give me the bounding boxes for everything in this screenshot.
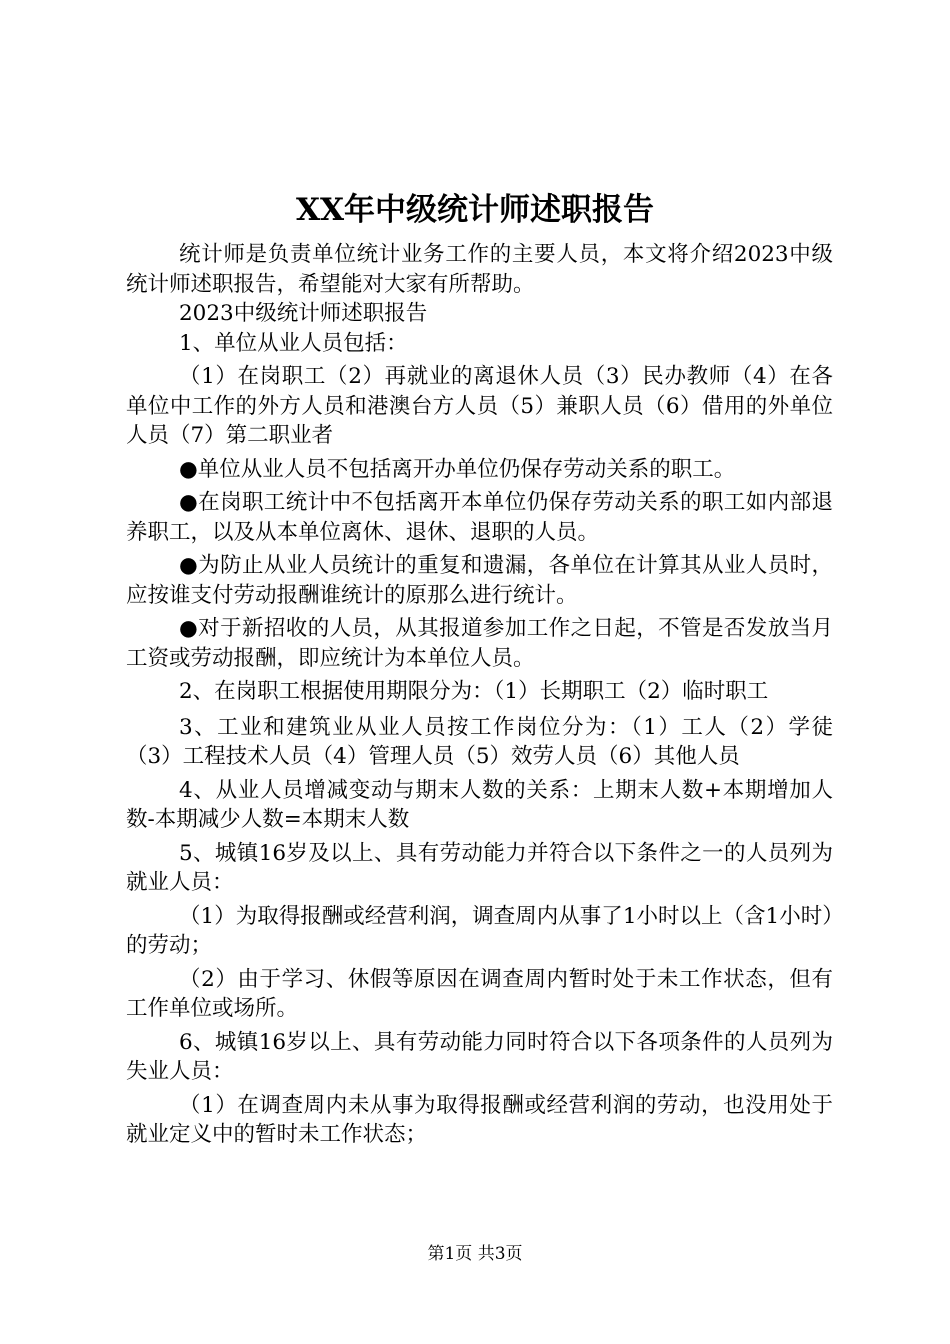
- document-body: [126, 240, 833, 1150]
- paragraph-section-6-item-1: （1）在调查周内未从事为取得报酬或经营利润的劳动，也没用处于就业定义中的暂时未工作状态；: [126, 1092, 833, 1147]
- paragraph-section-2: 2、在岗职工根据使用期限分为：（1）长期职工（2）临时职工: [179, 679, 769, 704]
- document-title: XX年中级统计师述职报告: [295, 192, 655, 228]
- page-number: 第1页 共3页: [427, 1244, 523, 1264]
- paragraph-bullet-4: ●对于新招收的人员，从其报道参加工作之日起，不管是否发放当月工资或劳动报酬，即应统计为本单位人员。: [126, 616, 833, 671]
- paragraph-bullet-2: ●在岗职工统计中不包括离开本单位仍保存劳动关系的职工如内部退养职工，以及从本单位离休、退休、退职的人员。: [126, 490, 833, 545]
- paragraph-section-4: 4、从业人员增减变动与期末人数的关系：上期末人数+本期增加人数-本期减少人数=本期末人数: [126, 777, 833, 832]
- paragraph-intro: 统计师是负责单位统计业务工作的主要人员，本文将介绍2023中级统计师述职报告，希望能对大家有所帮助。: [126, 242, 833, 297]
- paragraph-section-1-list: （1）在岗职工（2）再就业的离退休人员（3）民办教师（4）在各单位中工作的外方人员和港澳台方人员（5）兼职人员（6）借用的外单位人员（7）第二职业者: [126, 364, 833, 448]
- paragraph-section-5-item-1: （1）为取得报酬或经营利润，调查周内从事了1小时以上（含1小时）的劳动；: [126, 903, 833, 958]
- paragraph-section-3: 3、工业和建筑业从业人员按工作岗位分为：（1）工人（2）学徒（3）工程技术人员（4）管理人员（5）效劳人员（6）其他人员: [126, 714, 833, 769]
- paragraph-subtitle: 2023中级统计师述职报告: [179, 301, 428, 326]
- paragraph-section-5-item-2: （2）由于学习、休假等原因在调查周内暂时处于未工作状态，但有工作单位或场所。: [126, 966, 833, 1021]
- paragraph-section-5: 5、城镇16岁及以上、具有劳动能力并符合以下条件之一的人员列为就业人员：: [126, 840, 833, 895]
- paragraph-section-1: 1、单位从业人员包括：: [179, 330, 408, 356]
- paragraph-bullet-1: ●单位从业人员不包括离开办单位仍保存劳动关系的职工。: [179, 456, 736, 482]
- paragraph-section-6: 6、城镇16岁以上、具有劳动能力同时符合以下各项条件的人员列为失业人员：: [126, 1029, 833, 1084]
- paragraph-bullet-3: ●为防止从业人员统计的重复和遗漏，各单位在计算其从业人员时，应按谁支付劳动报酬谁统计的原那么进行统计。: [126, 553, 833, 608]
